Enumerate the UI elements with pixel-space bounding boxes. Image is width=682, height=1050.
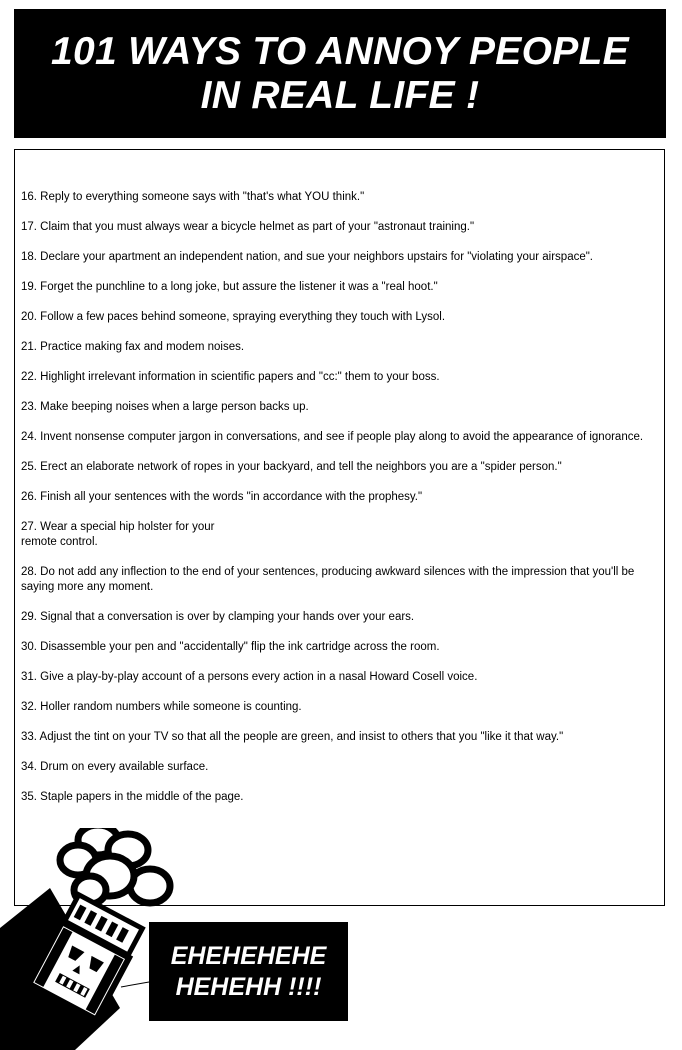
list-item: 30. Disassemble your pen and "accidentally" flip the ink cartridge across the room.	[21, 641, 440, 653]
list-item: 34. Drum on every available surface.	[21, 761, 209, 773]
list-item: 33. Adjust the tint on your TV so that all the people are green, and insist to others that you "like it that way."	[21, 731, 564, 743]
list-item: 35. Staple papers in the middle of the page.	[21, 791, 244, 803]
list-item: 28. Do not add any inflection to the end of your sentences, producing awkward silences with the impression that you'll be saying more any moment.	[21, 566, 635, 593]
list-item: 22. Highlight irrelevant information in scientific papers and "cc:" them to your boss.	[21, 371, 440, 383]
speech-line-2: HEHEHH !!!!	[175, 972, 322, 1001]
list-item: 32. Holler random numbers while someone is counting.	[21, 701, 302, 713]
list-item: 27. Wear a special hip holster for your remote control.	[21, 521, 215, 548]
list-item: 21. Practice making fax and modem noises.	[21, 341, 245, 353]
list-item: 29. Signal that a conversation is over by clamping your hands over your ears.	[21, 611, 415, 623]
list-item: 18. Declare your apartment an independent nation, and sue your neighbors upstairs for "violating your airspace".	[21, 251, 594, 263]
list-item: 24. Invent nonsense computer jargon in conversations, and see if people play along to avoid the appearance of ignorance.	[21, 431, 644, 443]
list-item: 23. Make beeping noises when a large person backs up.	[21, 401, 309, 413]
list-item: 16. Reply to everything someone says with "that's what YOU think."	[21, 191, 365, 203]
title-line-2: IN REAL LIFE !	[200, 73, 480, 117]
list-item: 26. Finish all your sentences with the words "in accordance with the prophesy."	[21, 491, 423, 503]
list-item: 17. Claim that you must always wear a bicycle helmet as part of your "astronaut training."	[21, 221, 475, 233]
list-item: 20. Follow a few paces behind someone, spraying everything they touch with Lysol.	[21, 311, 446, 323]
speech-line-1: EHEHEHEHE	[170, 941, 327, 970]
list-item: 31. Give a play-by-play account of a persons every action in a nasal Howard Cosell voice.	[21, 671, 478, 683]
title-line-1: 101 WAYS TO ANNOY PEOPLE	[51, 29, 629, 73]
list-item: 25. Erect an elaborate network of ropes in your backyard, and tell the neighbors you are a "spider person."	[21, 461, 562, 473]
speech-bubble	[149, 922, 348, 1021]
list-item: 19. Forget the punchline to a long joke, but assure the listener it was a "real hoot."	[21, 281, 438, 293]
